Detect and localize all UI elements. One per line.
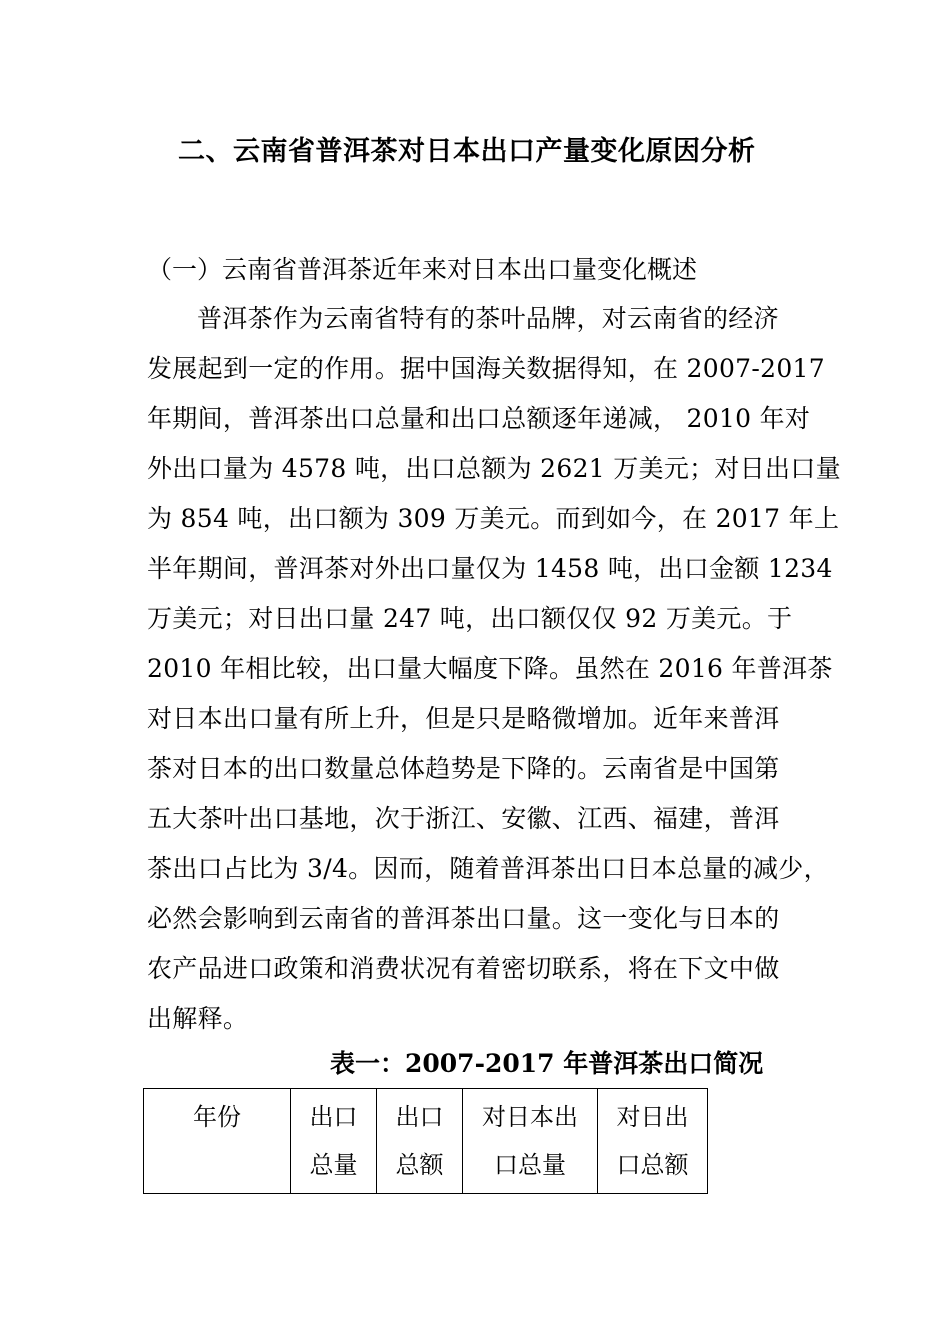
header-cell-line: 年份 [193, 1103, 241, 1131]
paragraph-line: 万美元；对日出口量 247 吨，出口额仅仅 92 万美元。于 [147, 604, 793, 633]
table-header-row [144, 1089, 708, 1194]
paragraph-line: 茶对日本的出口数量总体趋势是下降的。云南省是中国第 [147, 754, 780, 783]
header-cell-line: 出口 [309, 1103, 358, 1131]
header-cell-line: 总额 [395, 1151, 444, 1179]
subsection-heading: （一）云南省普洱茶近年来对日本出口量变化概述 [147, 255, 698, 284]
body-paragraph [147, 294, 841, 1044]
header-cell-line: 对日出 [616, 1103, 689, 1131]
table-caption: 表一：2007-2017 年普洱茶出口简况 [330, 1049, 764, 1078]
paragraph-line: 年期间，普洱茶出口总量和出口总额逐年递减， 2010 年对 [147, 404, 811, 433]
paragraph-line: 外出口量为 4578 吨，出口总额为 2621 万美元；对日出口量 [147, 454, 841, 483]
paragraph-line: 出解释。 [147, 1004, 249, 1033]
paragraph-line: 半年期间，普洱茶对外出口量仅为 1458 吨，出口金额 1234 [147, 554, 833, 583]
header-cell-line: 对日本出 [482, 1103, 578, 1131]
paragraph-line: 必然会影响到云南省的普洱茶出口量。这一变化与日本的 [147, 904, 780, 933]
paragraph-line: 2010 年相比较，出口量大幅度下降。虽然在 2016 年普洱茶 [147, 654, 833, 683]
paragraph-line: 对日本出口量有所上升，但是只是略微增加。近年来普洱 [147, 704, 780, 733]
header-export-amount [377, 1089, 463, 1194]
header-year [144, 1089, 291, 1194]
export-summary-table [143, 1088, 708, 1194]
paragraph-line: 茶出口占比为 3/4。因而，随着普洱茶出口日本总量的减少， [147, 854, 829, 883]
paragraph-line: 为 854 吨，出口额为 309 万美元。而到如今，在 2017 年上 [147, 504, 840, 533]
header-cell-line: 出口 [395, 1103, 444, 1131]
section-heading: 二、云南省普洱茶对日本出口产量变化原因分析 [178, 136, 756, 167]
paragraph-line: 五大茶叶出口基地，次于浙江、安徽、江西、福建，普洱 [147, 804, 780, 833]
paragraph-line: 普洱茶作为云南省特有的茶叶品牌，对云南省的经济 [197, 304, 779, 333]
header-cell-line: 总量 [309, 1151, 358, 1179]
header-japan-volume [463, 1089, 598, 1194]
header-cell-line: 口总额 [616, 1151, 689, 1179]
paragraph-line: 发展起到一定的作用。据中国海关数据得知，在 2007-2017 [147, 354, 825, 383]
header-export-volume [291, 1089, 377, 1194]
header-japan-amount [598, 1089, 708, 1194]
paragraph-line: 农产品进口政策和消费状况有着密切联系，将在下文中做 [147, 954, 780, 983]
header-cell-line: 口总量 [494, 1151, 566, 1179]
